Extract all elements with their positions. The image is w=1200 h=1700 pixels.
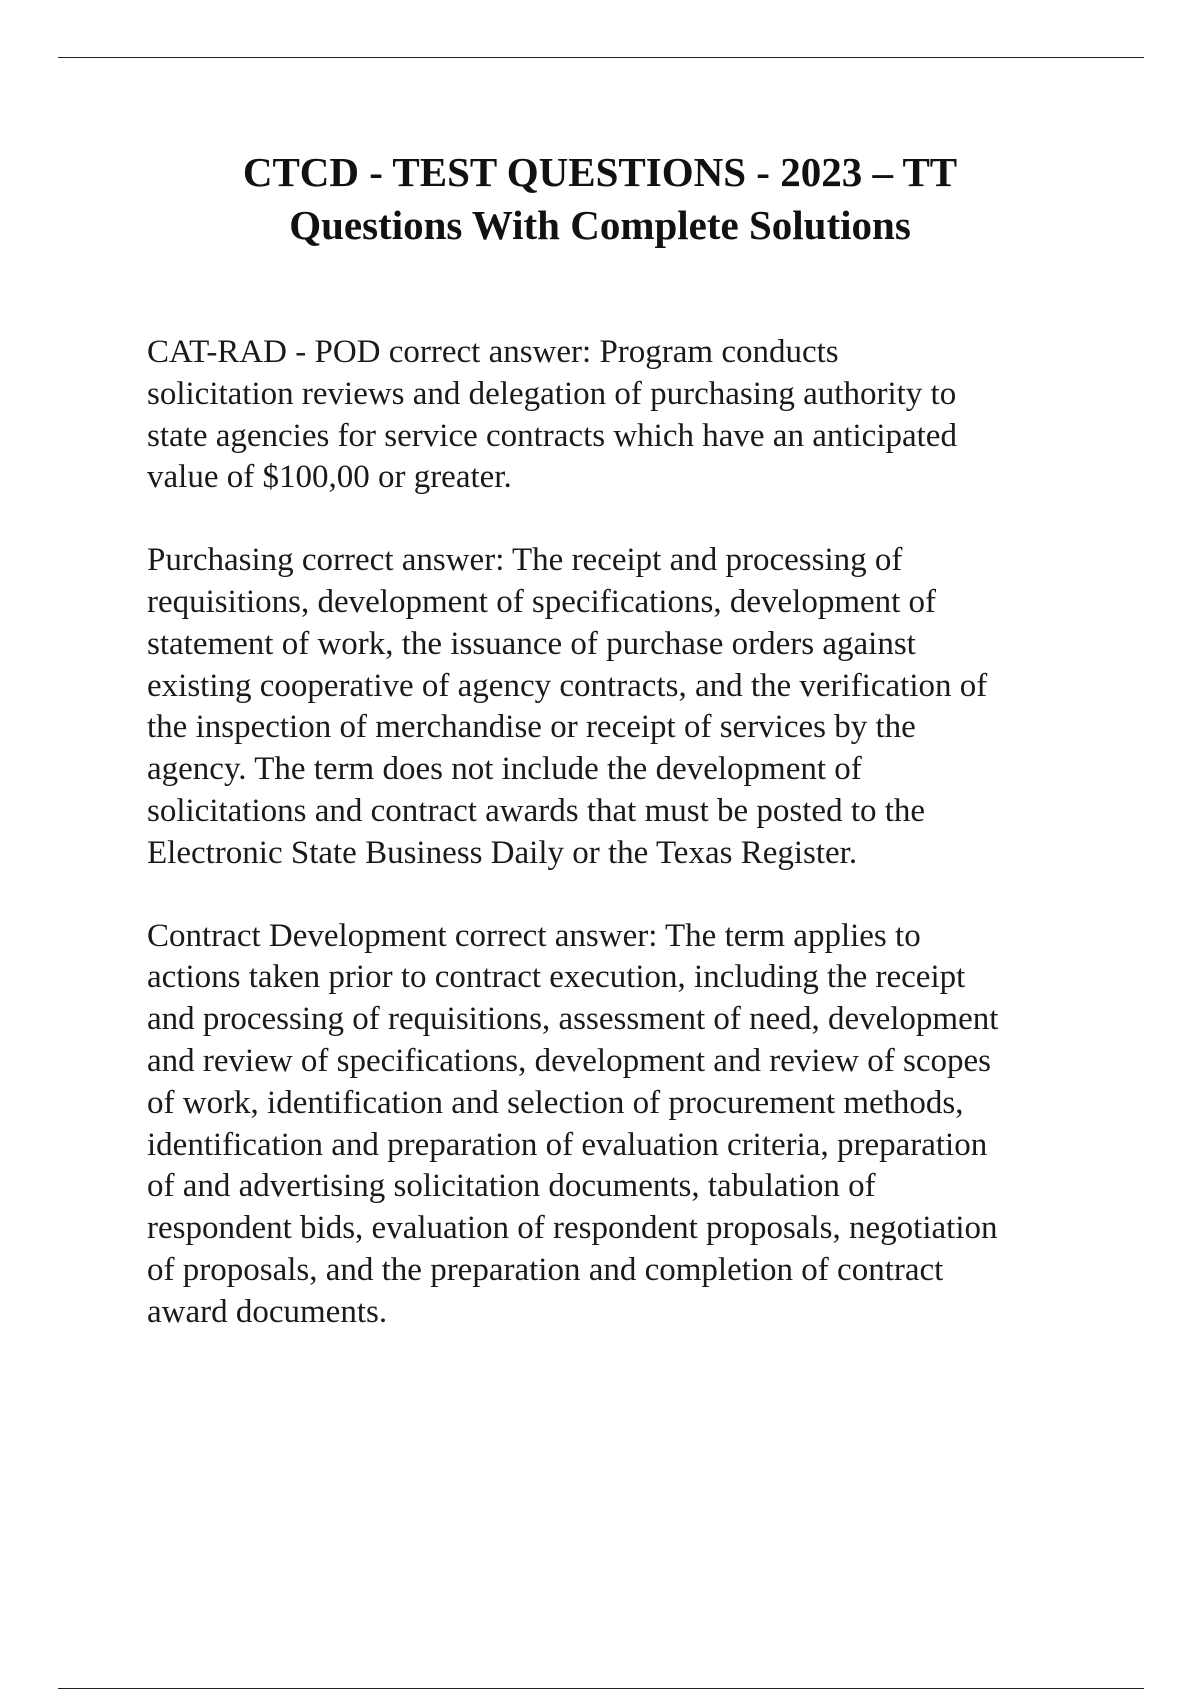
qa-entry-contract-development xyxy=(147,916,1107,1334)
title-line: Questions With Complete Solutions xyxy=(289,202,911,248)
text-line: Electronic State Business Daily or the Texas Register. xyxy=(147,834,858,871)
top-divider xyxy=(58,57,1144,58)
text-line: and processing of requisitions, assessment of need, development xyxy=(147,1001,999,1038)
title-line: CTCD - TEST QUESTIONS - 2023 – TT xyxy=(242,149,958,195)
text-line: and review of specifications, development and review of scopes xyxy=(147,1042,991,1079)
text-line: Purchasing correct answer: The receipt and processing of xyxy=(147,542,903,579)
text-line: award documents. xyxy=(147,1293,388,1330)
text-line: requisitions, development of specifications, development of xyxy=(147,583,937,620)
text-line: agency. The term does not include the development of xyxy=(147,751,862,788)
text-line: actions taken prior to contract execution, including the receipt xyxy=(147,959,966,996)
document-title xyxy=(100,146,1100,252)
text-line: solicitations and contract awards that must be posted to the xyxy=(147,792,926,829)
qa-entry-purchasing xyxy=(147,540,1107,874)
text-line: of work, identification and selection of procurement methods, xyxy=(147,1084,964,1121)
text-line: of and advertising solicitation documents, tabulation of xyxy=(147,1168,876,1205)
document-body xyxy=(147,332,1107,1375)
text-line: the inspection of merchandise or receipt of services by the xyxy=(147,709,916,746)
text-line: identification and preparation of evaluation criteria, preparation xyxy=(147,1126,988,1163)
qa-entry-cat-rad xyxy=(147,332,1107,499)
text-line: CAT-RAD - POD correct answer: Program conducts xyxy=(147,334,839,370)
text-line: Contract Development correct answer: The term applies to xyxy=(147,917,921,954)
text-line: of proposals, and the preparation and completion of contract xyxy=(147,1251,944,1288)
text-line: existing cooperative of agency contracts, and the verification of xyxy=(147,667,988,704)
bottom-divider xyxy=(58,1688,1144,1689)
text-line: state agencies for service contracts which have an anticipated xyxy=(147,417,957,454)
text-line: statement of work, the issuance of purchase orders against xyxy=(147,625,916,662)
text-line: respondent bids, evaluation of respondent proposals, negotiation xyxy=(147,1210,998,1247)
text-line: value of $100,00 or greater. xyxy=(147,459,512,496)
text-line: solicitation reviews and delegation of purchasing authority to xyxy=(147,375,957,412)
